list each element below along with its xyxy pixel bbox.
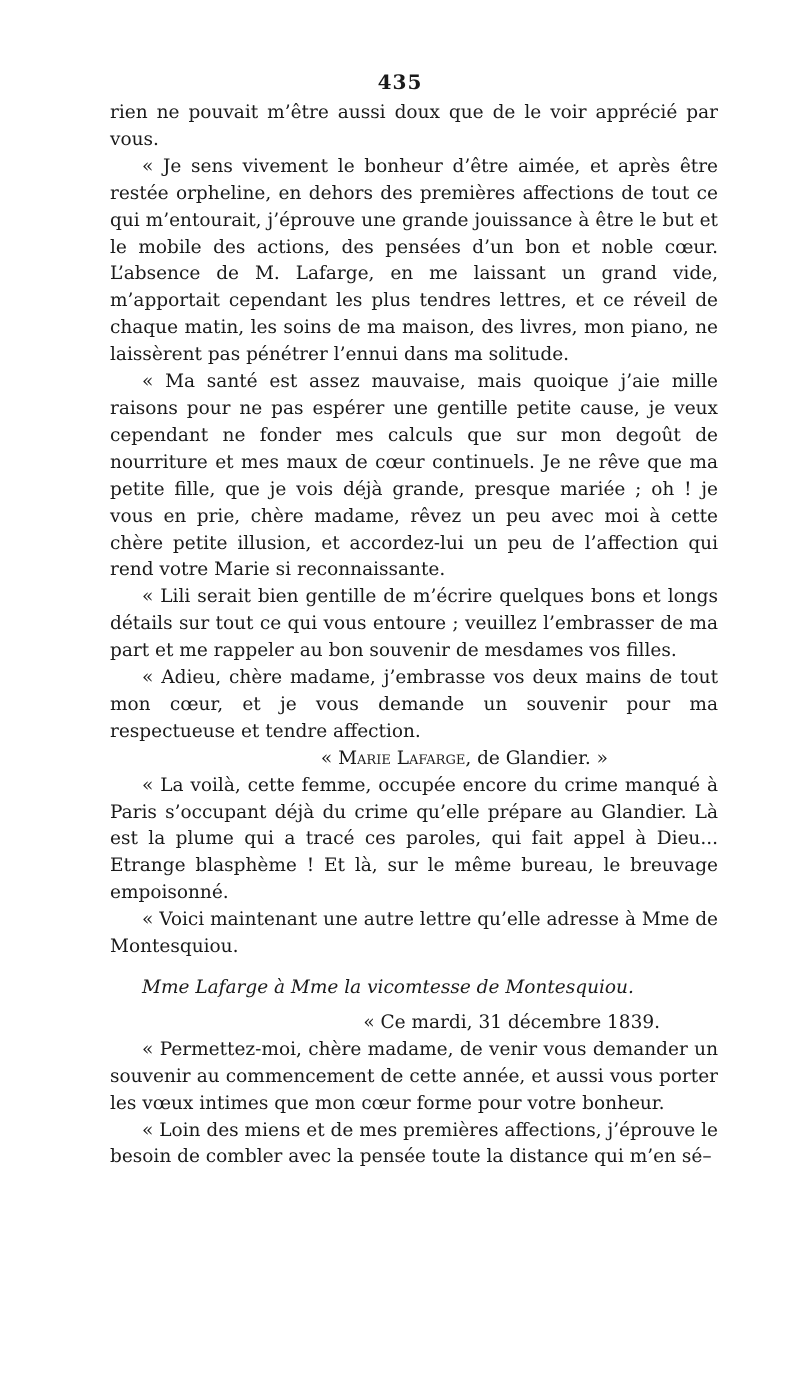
paragraph: « Ma santé est assez mauvaise, mais quoique j’aie mille raisons pour ne pas espérer une gentille petite cause, je veux cependant ne fonder mes calculs que sur mon degoût de nourriture et mes maux de cœur continuels. Je ne rêve que ma petite fille, que je vois déjà grande, presque mariée ; oh ! je vous en prie, chère madame, rêvez un peu avec moi à cette chère petite illusion, et accordez-lui un peu de l’affection qui rend votre Marie si reconnaissante. [110, 371, 718, 581]
letter-date: « Ce mardi, 31 décembre 1839. [363, 1011, 660, 1033]
letter-signature [110, 746, 718, 773]
signature-open: « [320, 747, 339, 769]
paragraph: rien ne pouvait m’être aussi doux que de le voir apprécié par vous. [110, 102, 718, 150]
paragraph: « Adieu, chère madame, j’embrasse vos deux mains de tout mon cœur, et je vous demande un souvenir pour ma respectueuse et tendre affection. [110, 667, 718, 742]
letter-heading: Mme Lafarge à Mme la vicomtesse de Montesquiou. [142, 977, 634, 998]
signature-name: Marie Lafarge [338, 747, 466, 769]
paragraph: « Je sens vivement le bonheur d’être aimée, et après être restée orpheline, en dehors des premières affections de tout ce qui m’entourait, j’éprouve une grande jouissance à être le but et le mobile des actions, des pensées d’un bon et noble cœur. L’absence de M. Lafarge, en me laissant un grand vide, m’apportait cependant les plus tendres lettres, et ce réveil de chaque matin, les soins de ma maison, des livres, mon piano, ne laissèrent pas pénétrer l’ennui dans ma solitude. [110, 155, 718, 366]
paragraph: « Lili serait bien gentille de m’écrire quelques bons et longs détails sur tout ce qui vous entoure ; veuillez l’embrasser de ma part et me rappeler au bon souvenir de mesdames vos filles. [110, 586, 718, 662]
paragraph: « Permettez-moi, chère madame, de venir vous demander un souvenir au commencement de cette année, et aussi vous porter les vœux intimes que mon cœur forme pour votre bonheur. [110, 1038, 718, 1114]
paragraph: « La voilà, cette femme, occupée encore du crime manqué à Paris s’occupant déjà du crime qu’elle prépare au Glandier. Là est la plume qui a tracé ces paroles, qui fait appel à Dieu... Etrange blasphème ! Et là, sur le même bureau, le breuvage empoisonné. [110, 774, 718, 904]
signature-place: , de Glandier. » [465, 747, 608, 769]
paragraph: « Loin des miens et de mes premières affections, j’éprouve le besoin de combler avec la pensée toute la distance qui m’en sé– [110, 1119, 718, 1168]
paragraph: « Voici maintenant une autre lettre qu’elle adresse à Mme de Montesquiou. [110, 909, 718, 958]
body-text [110, 100, 718, 1171]
page-number: 435 [377, 70, 423, 94]
